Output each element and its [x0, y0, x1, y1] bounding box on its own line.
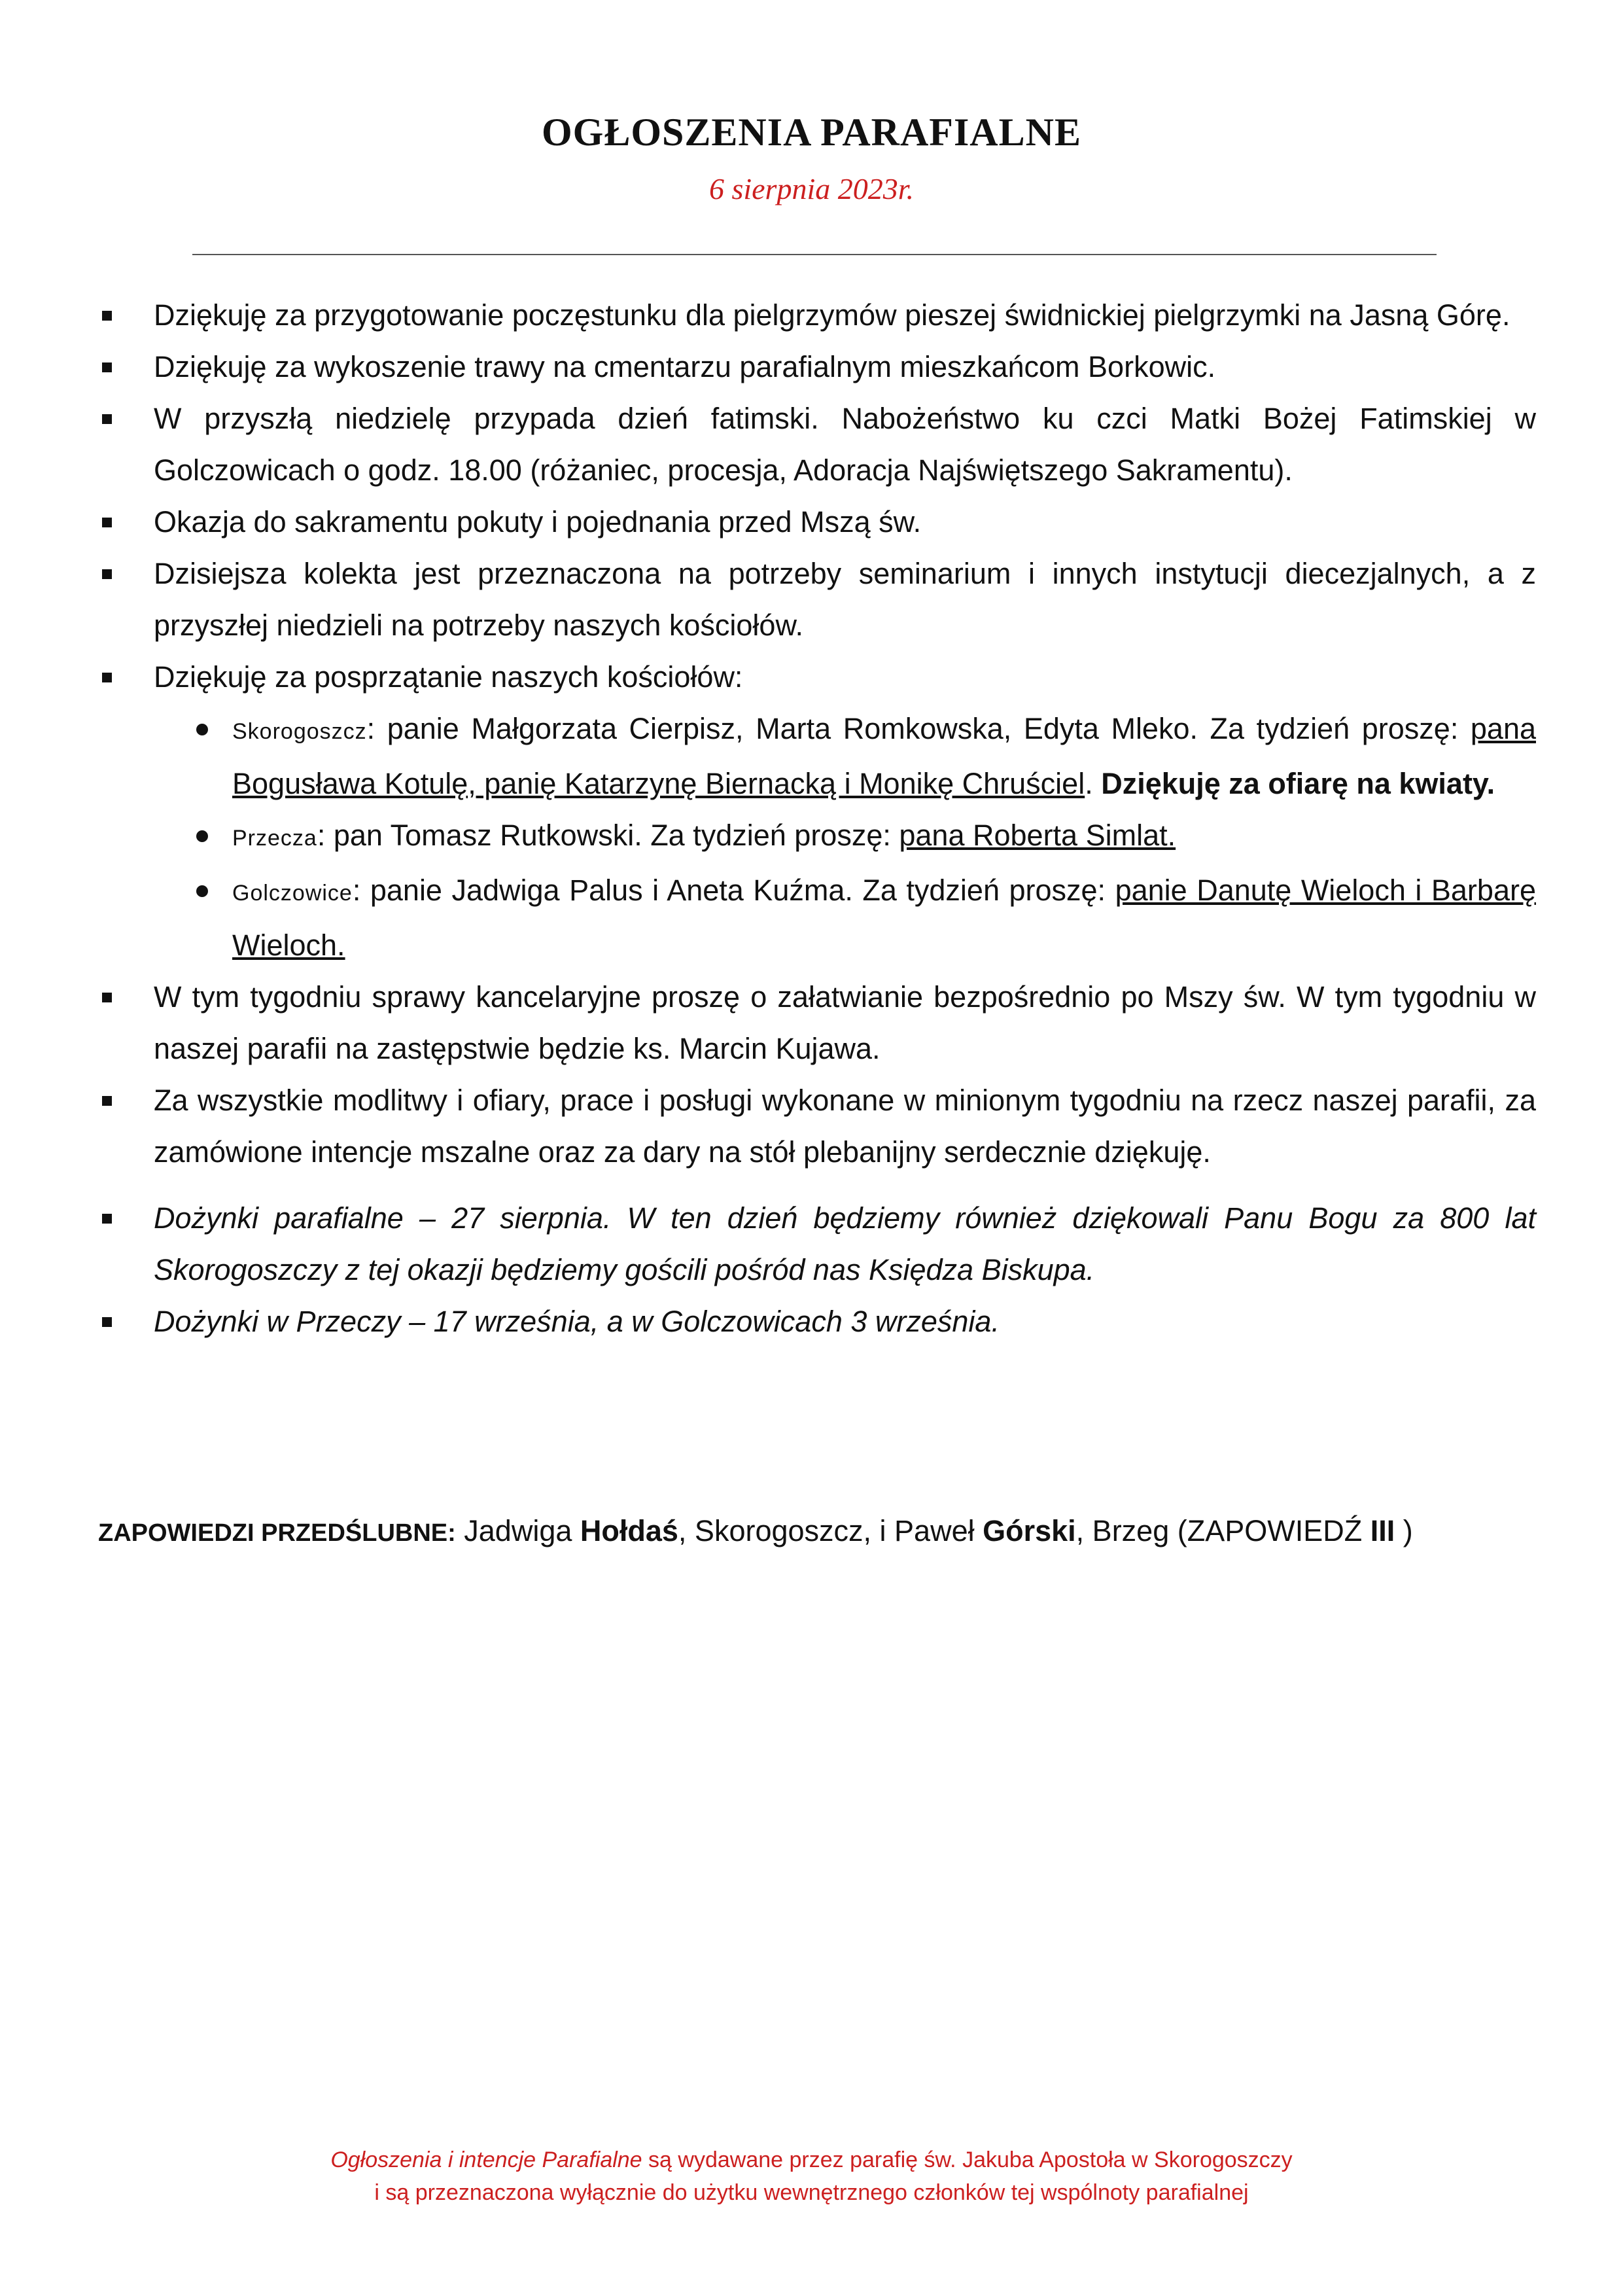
place-name: Przecza	[232, 826, 317, 851]
banns-text: Jadwiga	[455, 1514, 580, 1547]
place-name: Golczowice	[232, 881, 353, 906]
announcement-item: Dziękuję za przygotowanie poczęstunku dla pielgrzymów pieszej świdnickiej pielgrzymki na Jasną Górę.	[98, 289, 1536, 341]
flowers-thanks: Dziękuję za ofiarę na kwiaty.	[1101, 767, 1495, 800]
cleaning-text: : panie Jadwiga Palus i Aneta Kuźma. Za tydzień proszę:	[352, 874, 1115, 907]
groom-surname: Górski	[983, 1514, 1076, 1547]
announcement-item: Za wszystkie modlitwy i ofiary, prace i posługi wykonane w minionym tygodniu na rzecz naszej parafii, za zamówione intencje mszalne oraz za dary na stół plebanijny serdecznie dziękuję.	[98, 1074, 1536, 1178]
footer-text: są wydawane przez parafię św. Jakuba Apostoła w Skorogoszczy	[642, 2147, 1293, 2172]
separator: .	[1085, 767, 1102, 800]
announcement-list	[98, 289, 1536, 1347]
announcement-item: W przyszłą niedzielę przypada dzień fatimski. Nabożeństwo ku czci Matki Bożej Fatimskiej w Golczowicach o godz. 18.00 (różaniec, procesja, Adoracja Najświętszego Sakramentu).	[98, 393, 1536, 496]
banns-number: III	[1370, 1514, 1395, 1547]
spacer	[98, 1178, 1536, 1192]
footer-line-2: i są przeznaczona wyłącznie do użytku wewnętrznego członków tej wspólnoty parafialnej	[374, 2180, 1249, 2205]
footer-italic: Ogłoszenia i intencje Parafialne	[330, 2147, 642, 2172]
announcement-item: Dzisiejsza kolekta jest przeznaczona na potrzeby seminarium i innych instytucji diecezjalnych, a z przyszłej niedzieli na potrzeby naszych kościołów.	[98, 548, 1536, 651]
page-footer	[0, 2144, 1623, 2209]
banns-text: , Skorogoszcz, i Paweł	[678, 1514, 983, 1547]
banns-text: )	[1395, 1514, 1413, 1547]
page-title: OGŁOSZENIA PARAFIALNE	[541, 111, 1082, 154]
next-week-cleaners: pana Roberta Simlat.	[899, 819, 1176, 852]
announcement-item: Okazja do sakramentu pokuty i pojednania przed Mszą św.	[98, 496, 1536, 548]
harvest-item: Dożynki parafialne – 27 sierpnia. W ten dzień będziemy również dziękowali Panu Bogu za 800 lat Skorogoszczy z tej okazji będziemy gościli pośród nas Księdza Biskupa.	[98, 1192, 1536, 1296]
title-divider	[192, 254, 1437, 255]
footer-line-1	[0, 2144, 1623, 2176]
place-name: Skorogoszcz	[232, 719, 367, 744]
cleaning-item-skorogoszcz	[98, 703, 1536, 809]
cleaning-item-przecza	[98, 809, 1536, 864]
announcement-item: Dziękuję za posprzątanie naszych kościołów:	[98, 651, 1536, 703]
banns-label: ZAPOWIEDZI PRZEDŚLUBNE:	[98, 1519, 456, 1547]
bride-surname: Hołdaś	[580, 1514, 678, 1547]
harvest-item: Dożynki w Przeczy – 17 września, a w Golczowicach 3 września.	[98, 1296, 1536, 1347]
wedding-banns	[98, 1505, 1537, 1559]
announcement-item: W tym tygodniu sprawy kancelaryjne proszę o załatwianie bezpośrednio po Mszy św. W tym tygodniu w naszej parafii na zastępstwie będzie ks. Marcin Kujawa.	[98, 971, 1536, 1074]
announcement-date: 6 sierpnia 2023r.	[708, 172, 915, 205]
cleaning-text: : pan Tomasz Rutkowski. Za tydzień proszę:	[317, 819, 899, 852]
announcement-item: Dziękuję za wykoszenie trawy na cmentarzu parafialnym mieszkańcom Borkowic.	[98, 341, 1536, 393]
banns-text: , Brzeg (ZAPOWIEDŹ	[1075, 1514, 1370, 1547]
next-week-cleaners: panie Danutę Wieloch i Barbarę Wieloch.	[232, 874, 1536, 962]
cleaning-item-golczowice	[98, 864, 1536, 971]
next-week-cleaners: pana Bogusława Kotulę, panię Katarzynę Biernacką i Monikę Chruściel	[232, 712, 1536, 800]
cleaning-text: : panie Małgorzata Cierpisz, Marta Romkowska, Edyta Mleko. Za tydzień proszę:	[366, 712, 1471, 745]
